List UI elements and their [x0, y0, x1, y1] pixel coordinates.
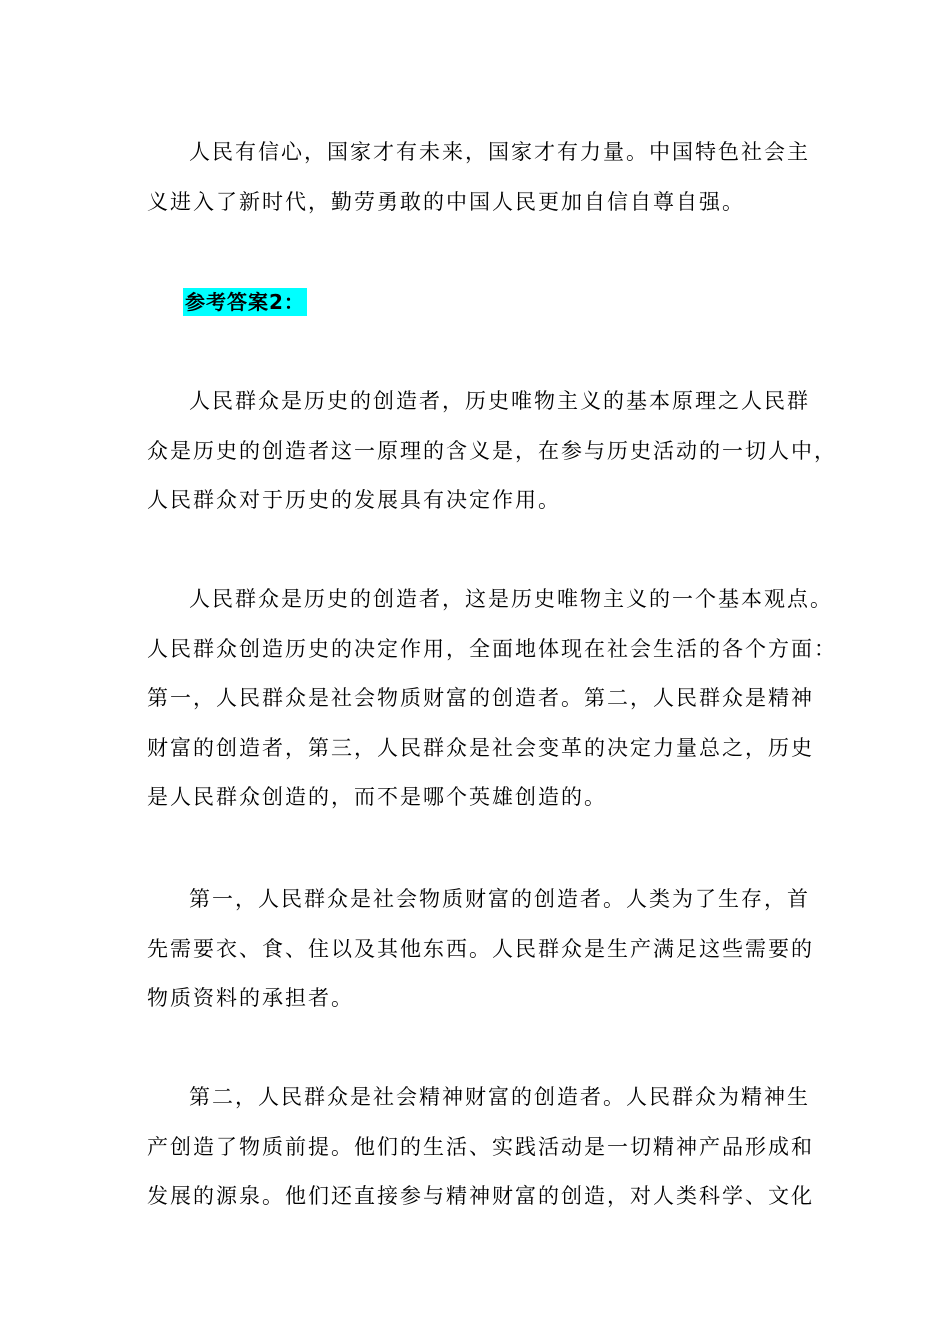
- paragraph-line: 先需要衣、食、住以及其他东西。人民群众是生产满足这些需要的: [147, 936, 814, 961]
- paragraph-2: [147, 377, 837, 526]
- paragraph-line: 人民群众是历史的创造者，历史唯物主义的基本原理之人民群: [189, 389, 810, 413]
- answer-heading-highlighted: 参考答案2：: [185, 290, 305, 314]
- paragraph-5: [147, 1073, 812, 1222]
- paragraph-line: 第一，人民群众是社会物质财富的创造者。第二，人民群众是精神: [147, 686, 814, 710]
- paragraph-line: 人民有信心，国家才有未来，国家才有力量。中国特色社会主: [189, 140, 810, 164]
- paragraph-line: 发展的源泉。他们还直接参与精神财富的创造，对人类科学、文化: [147, 1184, 814, 1208]
- paragraph-line: 人民群众是历史的创造者，这是历史唯物主义的一个基本观点。: [189, 587, 833, 611]
- paragraph-line: 产创造了物质前提。他们的生活、实践活动是一切精神产品形成和: [147, 1134, 814, 1159]
- paragraph-line: 物质资料的承担者。: [147, 986, 354, 1010]
- paragraph-line: 财富的创造者，第三，人民群众是社会变革的决定力量总之，历史: [147, 735, 814, 760]
- paragraph-line: 是人民群众创造的，而不是哪个英雄创造的。: [147, 785, 607, 809]
- paragraph-4: [147, 875, 812, 1024]
- paragraph-line: 义进入了新时代，勤劳勇敢的中国人民更加自信自尊自强。: [147, 189, 745, 214]
- paragraph-line: 人民群众创造历史的决定作用，全面地体现在社会生活的各个方面：: [147, 636, 837, 661]
- paragraph-line: 众是历史的创造者这一原理的含义是，在参与历史活动的一切人中，: [147, 438, 837, 463]
- paragraph-line: 第一，人民群众是社会物质财富的创造者。人类为了生存，首: [189, 887, 810, 911]
- paragraph-line: 第二，人民群众是社会精神财富的创造者。人民群众为精神生: [189, 1085, 810, 1109]
- paragraph-3: [147, 575, 837, 823]
- paragraph-line: 人民群众对于历史的发展具有决定作用。: [147, 488, 561, 512]
- paragraph-1: [147, 128, 812, 227]
